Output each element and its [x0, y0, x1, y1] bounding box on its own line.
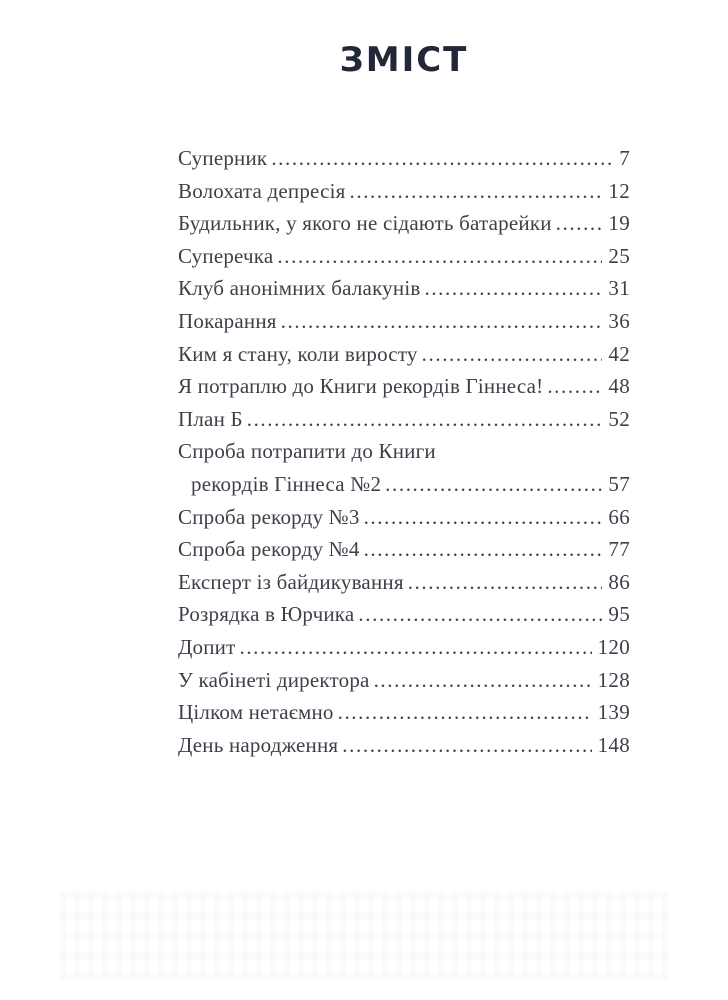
dot-leader — [547, 374, 602, 399]
toc-page-number: 148 — [597, 732, 630, 757]
toc-page-number: 12 — [608, 178, 630, 203]
dot-leader — [277, 244, 602, 269]
dot-leader — [247, 407, 603, 432]
toc-entry-title: Покарання — [178, 308, 277, 333]
page-bleed-through — [60, 890, 668, 980]
toc-page-number: 7 — [619, 146, 630, 170]
toc-entry — [178, 668, 630, 701]
toc-page-number: 77 — [608, 537, 630, 562]
toc-entry-title: Спроба потрапити до Книги — [178, 439, 436, 464]
dot-leader — [424, 276, 602, 301]
toc-page-number: 120 — [597, 634, 630, 659]
toc-page-number: 42 — [608, 341, 630, 366]
dot-leader — [408, 570, 603, 595]
toc-entry — [178, 309, 630, 342]
toc-entry-title: Суперечка — [178, 243, 274, 268]
dot-leader — [364, 505, 603, 530]
toc-entry — [178, 374, 630, 407]
toc-page-number: 86 — [608, 569, 630, 594]
toc-entry-title: У кабінеті директора — [178, 667, 370, 692]
dot-leader — [374, 668, 592, 693]
toc-entry-title: Цілком нетаємно — [178, 700, 334, 725]
toc-entry — [178, 472, 630, 505]
toc-entry-title: Клуб анонімних балакунів — [178, 276, 421, 301]
toc-entry-title: Суперник — [178, 146, 268, 170]
toc-page-number: 66 — [608, 504, 630, 529]
toc-entry-title: Будильник, у якого не сідають батарейки — [178, 211, 552, 236]
dot-leader — [271, 146, 613, 171]
toc-page-number: 128 — [597, 667, 630, 692]
toc-entry — [178, 570, 630, 603]
toc-entry — [178, 244, 630, 277]
dot-leader — [358, 602, 602, 627]
toc-entry-title: День народження — [178, 732, 339, 757]
page-title: ЗМІСТ — [339, 40, 469, 80]
toc-page-number: 48 — [608, 374, 630, 399]
dot-leader — [350, 179, 603, 204]
toc-page-number: 36 — [608, 308, 630, 333]
toc-entry — [178, 276, 630, 309]
toc-content — [178, 40, 630, 765]
toc-entry-title: Спроба рекорду №4 — [178, 537, 360, 562]
dot-leader — [556, 211, 603, 236]
toc-entry-title: Експерт із байдикування — [178, 569, 404, 594]
toc-entry-title: рекордів Гіннеса №2 — [191, 471, 382, 496]
toc-entry — [178, 700, 630, 733]
toc-entry — [178, 439, 630, 472]
toc-entry-title: Розрядка в Юрчика — [178, 602, 355, 627]
toc-entry — [178, 602, 630, 635]
toc-page-number: 31 — [608, 276, 630, 301]
dot-leader — [342, 733, 591, 758]
toc-entry-title: Ким я стану, коли виросту — [178, 341, 418, 366]
toc-page-number: 25 — [608, 243, 630, 268]
toc-entry — [178, 211, 630, 244]
toc-page-number: 95 — [608, 602, 630, 627]
toc-entry — [178, 179, 630, 212]
dot-leader — [239, 635, 591, 660]
toc-page-number: 139 — [597, 700, 630, 725]
toc-entry-title: Допит — [178, 634, 236, 659]
toc-entry — [178, 342, 630, 375]
toc-entry-title: Волохата депресія — [178, 178, 346, 203]
toc-entry — [178, 537, 630, 570]
dot-leader — [338, 700, 592, 725]
dot-leader — [422, 342, 603, 367]
dot-leader — [385, 472, 602, 497]
toc-entry — [178, 407, 630, 440]
toc-page-number: 52 — [608, 406, 630, 431]
toc-page-number: 19 — [608, 211, 630, 236]
toc-entry-title: План Б — [178, 406, 243, 431]
toc-list — [178, 146, 630, 765]
toc-entry — [178, 146, 630, 179]
toc-page-number: 57 — [608, 471, 630, 496]
toc-entry — [178, 505, 630, 538]
toc-entry-title: Я потраплю до Книги рекордів Гіннеса! — [178, 374, 544, 399]
toc-entry — [178, 635, 630, 668]
toc-entry-title: Спроба рекорду №3 — [178, 504, 360, 529]
dot-leader — [364, 537, 603, 562]
toc-entry — [178, 733, 630, 766]
dot-leader — [281, 309, 603, 334]
